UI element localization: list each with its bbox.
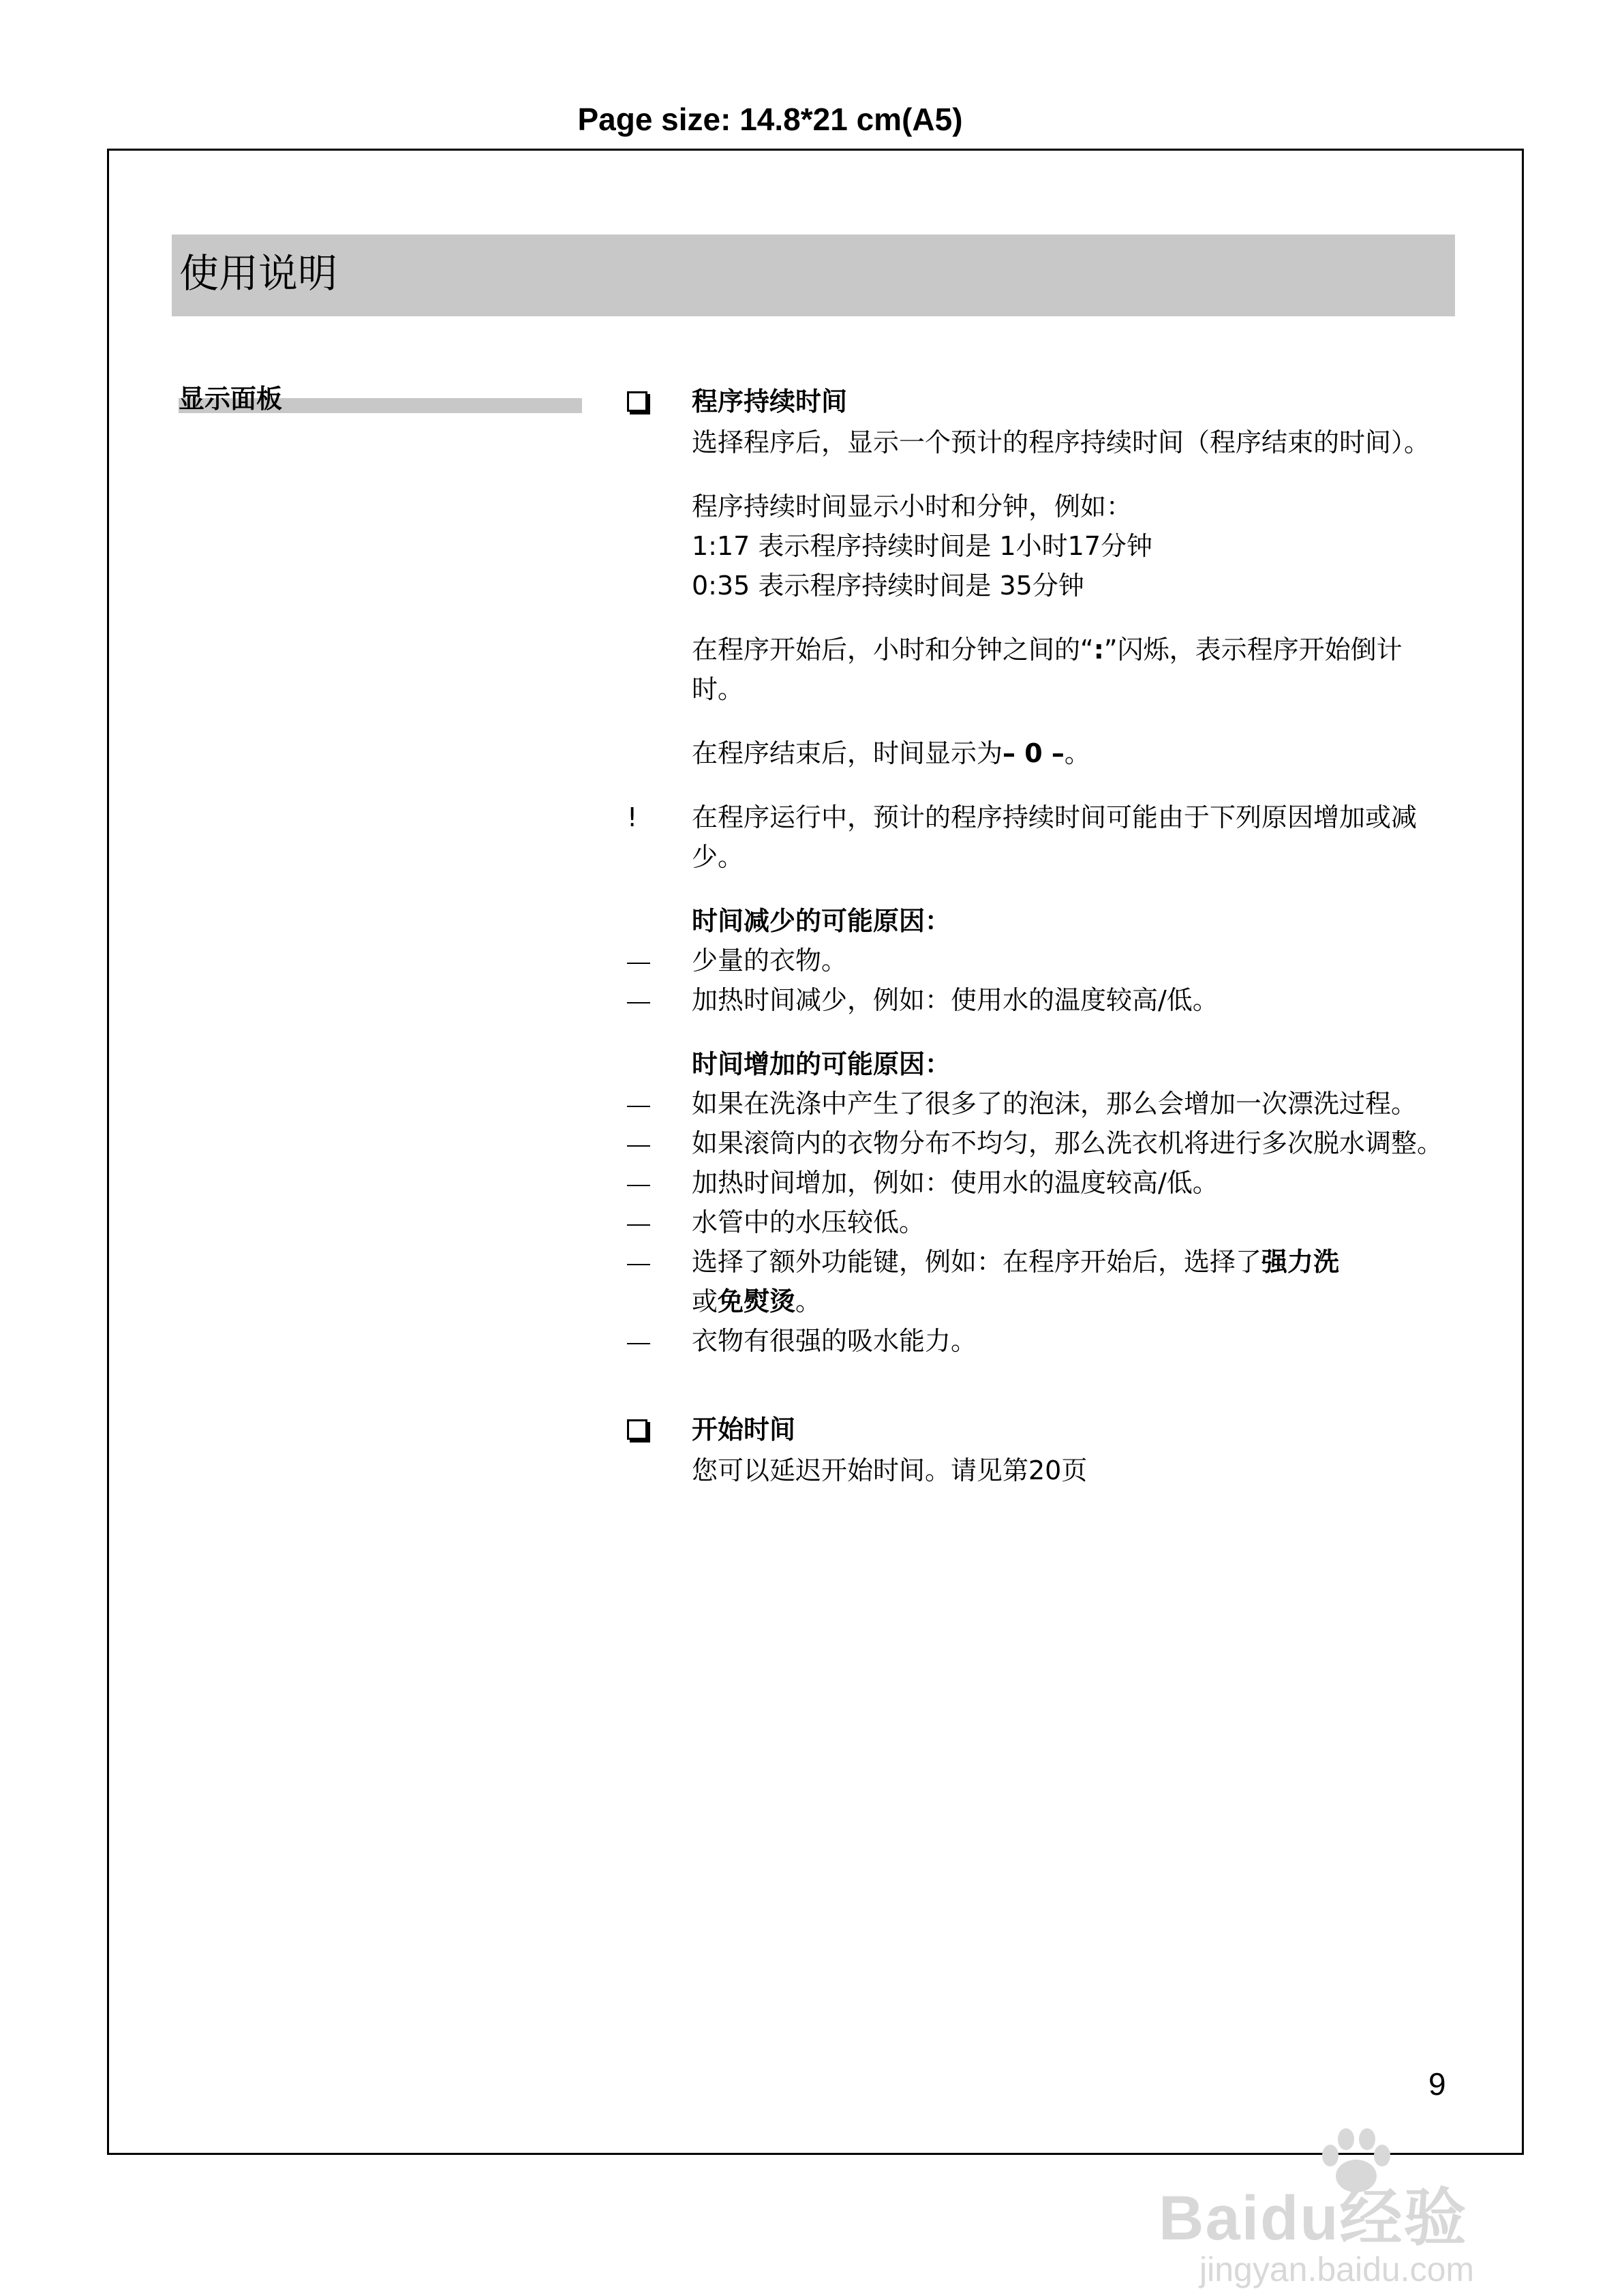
baidu-watermark bbox=[1159, 2127, 1540, 2291]
dash-icon bbox=[627, 1106, 650, 1107]
duration-example-2: 0:35 表示程序持续时间是 35分钟 bbox=[692, 571, 1084, 601]
list-item: 水管中的水压较低。 bbox=[627, 1203, 1452, 1242]
decrease-heading: 时间减少的可能原因： bbox=[692, 906, 951, 936]
content-column bbox=[627, 382, 1452, 1490]
watermark-text: Baidu经验 bbox=[1159, 2184, 1468, 2253]
dash-icon bbox=[627, 1002, 650, 1003]
start-time-text: 您可以延迟开始时间。请见第20页 bbox=[692, 1455, 1088, 1485]
checkbox-bullet-icon bbox=[627, 391, 647, 412]
duration-example-intro: 程序持续时间显示小时和分钟，例如： bbox=[692, 492, 1133, 522]
exclamation-icon: ! bbox=[627, 802, 638, 832]
dash-icon bbox=[627, 1145, 650, 1147]
duration-paragraph-1: 选择程序后，显示一个预计的程序持续时间（程序结束的时间）。 bbox=[692, 427, 1430, 457]
list-item: 如果滚筒内的衣物分布不均匀，那么洗衣机将进行多次脱水调整。 bbox=[627, 1123, 1452, 1163]
list-item: 加热时间减少，例如：使用水的温度较高/低。 bbox=[627, 980, 1452, 1020]
dash-icon bbox=[627, 963, 650, 964]
note-text: 在程序运行中，预计的程序持续时间可能由于下列原因增加或减少。 bbox=[692, 802, 1418, 872]
list-item: 加热时间增加，例如：使用水的温度较高/低。 bbox=[627, 1163, 1452, 1203]
increase-heading: 时间增加的可能原因： bbox=[692, 1049, 951, 1079]
dash-icon bbox=[627, 1185, 650, 1186]
header-band bbox=[172, 235, 1455, 316]
start-time-heading: 开始时间 bbox=[692, 1415, 796, 1445]
start-time-heading-row bbox=[627, 1410, 1452, 1451]
duration-paragraph-3: 在程序开始后，小时和分钟之间的“:”闪烁，表示程序开始倒计时。 bbox=[692, 635, 1403, 704]
duration-heading: 程序持续时间 bbox=[692, 387, 848, 417]
duration-paragraph-4: 在程序结束后，时间显示为– 0 –。 bbox=[692, 738, 1090, 768]
list-item: 少量的衣物。 bbox=[627, 941, 1452, 980]
watermark-url: jingyan.baidu.com bbox=[1199, 2250, 1475, 2289]
page-size-note: Page size: 14.8*21 cm(A5) bbox=[577, 102, 963, 137]
dash-icon bbox=[627, 1264, 650, 1265]
duration-heading-row bbox=[627, 382, 1452, 423]
checkbox-bullet-icon bbox=[627, 1419, 647, 1440]
list-item: 衣物有很强的吸水能力。 bbox=[627, 1321, 1452, 1361]
section-label: 显示面板 bbox=[179, 384, 283, 414]
dash-icon bbox=[627, 1224, 650, 1226]
list-item: 如果在洗涤中产生了很多了的泡沫，那么会增加一次漂洗过程。 bbox=[627, 1084, 1452, 1123]
dash-icon bbox=[627, 1343, 650, 1344]
page-title: 使用说明 bbox=[179, 250, 338, 297]
duration-example-1: 1:17 表示程序持续时间是 1小时17分钟 bbox=[692, 531, 1153, 561]
list-item: 选择了额外功能键，例如：在程序开始后，选择了强力洗 或免熨烫。 bbox=[627, 1242, 1452, 1321]
note-row bbox=[627, 798, 1452, 877]
page-number: 9 bbox=[1428, 2066, 1446, 2102]
